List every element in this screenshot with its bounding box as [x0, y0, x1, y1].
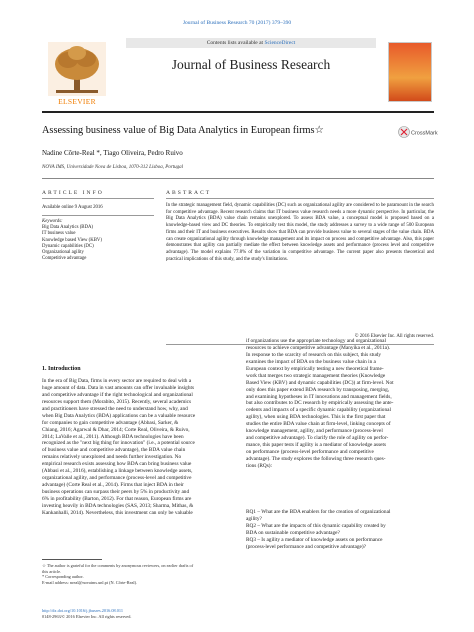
body-line: organizational agility, and performance (process-level and competitive [42, 475, 192, 482]
body-line: agility), when using BDA technologies. This is the first paper that [246, 414, 386, 421]
doi-link[interactable]: http://dx.doi.org/10.1016/j.jbusres.2016.08.011 [42, 608, 124, 613]
author-list: Nadine Côrte-Real *, Tiago Oliveira, Pedro Ruivo [42, 149, 183, 157]
body-column-left [42, 378, 230, 517]
paper-title: Assessing business value of Big Data Analytics in European firms☆ [42, 125, 324, 136]
body-column-right [246, 338, 434, 470]
body-line: business operations can surpass their peers by 5% in productivity and [42, 489, 190, 495]
footnote-line: * Corresponding author. [42, 574, 84, 580]
footnote-line: this article. [42, 568, 62, 574]
body-line: advantage) (Corte Real et al., 2014). Firms that inject BDA in their [42, 482, 184, 489]
contents-prefix: Contents lists available at [206, 40, 265, 46]
body-line: In the era of Big Data, firms in every sector are required to deal with a [42, 378, 192, 384]
body-line: on performance (process-level performance and competitive [246, 449, 374, 455]
body-line: mance, this paper tests if agility is a mediator of knowledge assets [246, 442, 387, 449]
rq-line: agility? [246, 515, 262, 522]
abstract-heading: ABSTRACT [166, 190, 212, 196]
body-line: empirical research exists assessing how BDA can bring business value [42, 461, 192, 468]
abstract-text: In the strategic management field, dynamic capabilities (DC) such as organizational agility are considered to be paramount in the search for competitive advantage. Recent research claims that IT business value research needs a more dynamic perspective. In particular, the Big Data Analytics (BDA) value chain remains unexplored. To assess BDA value, a conceptual model is proposed based on a knowledge-based view and DC theories. To empirically test this model, the study addresses a survey to a wide range of 500 European firms and their IT and business executives. Results show that BDA can provide business value to several stages of the value chain. BDA can create organizational agility through knowledge management and its impact on process and competitive advantage. Also, this paper demonstrates that agility can partially mediate the effect between knowledge assets and performance (process level and competitive advantage). The model explains 77.8% of the variation in competitive advantage. The current paper also presents theoretical and practical implications of this study, and the study's limitations. [166, 203, 434, 262]
body-line: and competitive advantage). To clarify the role of agility on perfor- [246, 435, 389, 442]
available-online-date: Available online 9 August 2016 [42, 205, 103, 210]
body-line: cedents and impacts of a specific dynamic capability (organizational [246, 407, 391, 414]
body-line: resources to achieve competitive advantage (Manyika et al., 2011a). [246, 344, 391, 351]
body-line: and practitioners have stressed the need to understand how, why, and [42, 405, 188, 412]
rq-line: RQ1 – What are the BDA enablers for the creation of organizational [246, 509, 391, 515]
body-line: (Abbasi et al., 2016), establishing a linkage between knowledge assets, [42, 468, 193, 475]
body-line: investing heavily in BDA technologies (SAS, 2013; Sharma, Mithas, & [42, 502, 194, 509]
keyword-item: Organizational agility [42, 250, 84, 256]
crossmark-label: CrossMark [411, 130, 438, 137]
keywords-rule [42, 215, 154, 216]
journal-reference[interactable]: Journal of Business Research 70 (2017) 379–390 [182, 20, 292, 26]
journal-cover-thumbnail [388, 42, 432, 102]
body-line: 2014; LaValle et al., 2011). Although BDA technologies have been [42, 433, 184, 440]
section-heading-introduction: 1. Introduction [42, 366, 81, 372]
body-line: remains relatively unexplored and needs further investigation. No [42, 454, 182, 461]
body-line: studies the entire BDA value chain at firm-level, linking concepts of [246, 421, 391, 428]
article-info-heading: ARTICLE INFO [42, 190, 104, 196]
body-line: European context by empirically testing a new theoretical frame- [246, 365, 384, 372]
body-line: only does this paper extend BDA research by transposing, merging, [246, 386, 390, 393]
sciencedirect-link[interactable]: ScienceDirect [264, 40, 296, 46]
crossmark-icon[interactable] [398, 125, 438, 139]
footnotes [42, 563, 230, 586]
body-line: examines the impact of BDA on the business value chain in a [246, 358, 376, 365]
keyword-item: Knowledge based View (KBV) [42, 237, 102, 243]
title-rule [42, 178, 434, 179]
rq-line: RQ3 – Is agility a mediator of knowledge assets on performance [246, 536, 383, 543]
keywords-block [42, 219, 102, 262]
body-line: resources support them (Morabito, 2015). Recently, several academics [42, 398, 192, 405]
publisher-name: ELSEVIER [58, 97, 96, 106]
keyword-item: Big Data Analytics (BDA) [42, 225, 94, 231]
rq-line: RQ2 – What are the impacts of this dynamic capability created by [246, 522, 386, 529]
footnote-line: ☆ The author is grateful for the comments by anonymous reviewers, on earlier drafts of [42, 563, 194, 568]
body-line: Based View (KBV) and dynamic capabilities (DC)) at firm-level. Not [246, 379, 394, 386]
abstract-rule [166, 198, 434, 199]
body-line: Chiang, 2016; Agarwal & Dhar, 2014; Corte Real, Oliveira, & Ruivo, [42, 426, 190, 433]
issn-line: 0148-2963/© 2016 Elsevier Inc. All rights reserved. [42, 613, 132, 619]
body-line: Kankanhalli, 2014). Nevertheless, this investment can only be valuable [42, 509, 193, 516]
body-line: for companies to gain competitive advantage (Abbasi, Sarker, & [42, 419, 179, 426]
body-line: but also contributes to DC research by empirically assessing the ante- [246, 400, 394, 407]
body-line: work that merges two strategic management theories (Knowledge [246, 372, 386, 379]
copyright-notice: © 2016 Elsevier Inc. All rights reserved. [354, 334, 434, 339]
body-line: recognized as the "next big thing for innovation" (i.e., a potential source [42, 440, 195, 447]
body-line: advantage). The study explores the following three research ques- [246, 455, 386, 462]
body-line: when Big Data Analytics (BDA) applications can be a valuable resource [42, 412, 196, 419]
rq-line: BDA on sustainable competitive advantage? [246, 529, 340, 536]
body-line: and examining hypotheses in IT innovations and management fields, [246, 393, 392, 400]
rq-line: (process-level performance and competitive advantage)? [246, 543, 367, 550]
body-line: of business value and competitive advantage), the BDA value chain [42, 447, 186, 454]
journal-title: Journal of Business Research [171, 57, 331, 72]
footnote-line[interactable]: E-mail address: nreal@novaims.unl.pt (N. Côrte-Real). [42, 580, 138, 586]
keyword-item: Dynamic capabilities (DC) [42, 243, 94, 249]
keyword-item: IT business value [42, 231, 76, 237]
keywords-label: Keywords: [42, 219, 63, 224]
body-line: knowledge management, agility, and performance (process-level [246, 428, 383, 435]
header-rule [42, 111, 434, 113]
article-identifiers [42, 608, 342, 619]
affiliation: NOVA IMS, Universidade Nova de Lisboa, 1070-312 Lisboa, Portugal [42, 165, 184, 170]
body-line: In response to the scarcity of research on this subject, this study [246, 351, 382, 358]
footnote-rule [42, 559, 102, 560]
body-line: tions (RQs): [246, 462, 273, 469]
body-line: if organizations use the appropriate technology and organizational [246, 338, 386, 344]
elsevier-tree-logo-icon [48, 42, 106, 96]
keyword-item: Competitive advantage [42, 256, 87, 262]
body-line: huge amount of data. Data in vast amounts can offer invaluable insights [42, 384, 195, 391]
contents-available-bar [126, 38, 376, 48]
body-line: and competitive advantage if the right technological and organizational [42, 391, 193, 398]
body-line: 6% in profitability (Barton, 2012). For that reason, European firms are [42, 495, 192, 502]
research-questions [246, 509, 434, 551]
article-info-rule [42, 198, 154, 199]
